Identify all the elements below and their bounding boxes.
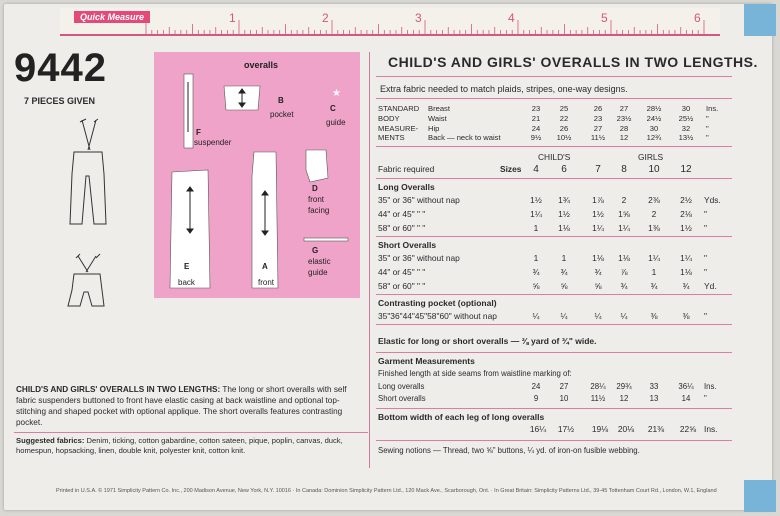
yardage-value: 1⅞	[592, 195, 604, 205]
yardage-unit: "	[704, 253, 707, 263]
measurement-value: 24½	[646, 113, 662, 123]
garment-row-label: Short overalls	[378, 394, 426, 403]
standard-body-label: BODY	[378, 113, 400, 123]
divider	[376, 440, 732, 441]
yardage-value: 1¼	[680, 253, 692, 263]
divider	[376, 146, 732, 147]
yardage-value: 1⅛	[558, 223, 570, 233]
piece-c-name: guide	[326, 118, 346, 127]
yardage-value: ⅜	[682, 311, 690, 321]
measurement-name: Back — neck to waist	[428, 133, 501, 143]
divider	[376, 294, 732, 295]
yardage-value: ¼	[560, 311, 568, 321]
yardage-value: 1¼	[648, 253, 660, 263]
size-header: 8	[621, 164, 627, 175]
piece-a-name: front	[258, 278, 275, 287]
piece-b-letter: B	[278, 96, 284, 105]
ruler-number: 3	[415, 11, 422, 25]
yardage-value: 2⅜	[648, 195, 660, 205]
measurement-value: 12¾	[646, 133, 662, 143]
piece-a-letter: A	[262, 262, 268, 271]
size-header: 7	[595, 164, 601, 175]
description-lead: CHILD'S AND GIRLS' OVERALLS IN TWO LENGTHS:	[16, 385, 221, 394]
yardage-value: 2	[621, 195, 627, 205]
measurement-unit: "	[706, 123, 709, 133]
section-title: Long Overalls	[378, 182, 435, 192]
measurement-name: Breast	[428, 104, 450, 113]
ruler-number: 5	[601, 11, 608, 25]
measurement-value: 22	[559, 113, 569, 123]
bottom-width-value: 22⅝	[679, 424, 697, 434]
column-divider	[369, 52, 370, 468]
yardage-unit: Yd.	[704, 281, 717, 291]
yardage-value: 1½	[680, 223, 692, 233]
garment-value: 28¼	[590, 382, 606, 391]
measurement-value: 28½	[646, 104, 662, 113]
yardage-value: 1	[533, 223, 539, 233]
bottom-width-unit: Ins.	[704, 424, 718, 434]
suggested-lead: Suggested fabrics:	[16, 436, 85, 445]
yardage-value: 1	[533, 253, 539, 263]
ruler-number: 1	[229, 11, 236, 25]
garment-value: 11½	[590, 394, 606, 403]
measurement-value: 32	[681, 123, 691, 133]
suggested-fabrics	[16, 436, 366, 456]
quick-measure-label: Quick Measure	[74, 11, 150, 23]
piece-d-name: front facing	[308, 195, 330, 215]
measurement-value: 27	[593, 123, 603, 133]
yardage-value: 1¼	[530, 209, 542, 219]
garment-unit: "	[704, 394, 707, 403]
divider	[376, 76, 732, 77]
divider	[376, 236, 732, 237]
measurement-unit: Ins.	[706, 104, 719, 113]
ruler-number: 4	[508, 11, 515, 25]
size-header: 6	[561, 164, 567, 175]
bottom-width-value: 20⅛	[617, 424, 635, 434]
suggested-text: Denim, ticking, cotton gabardine, cotton sateen, pique, poplin, canvas, duck, homespun, hopsacking, linen, double knit, polyester knit, cotton knit.	[16, 436, 343, 455]
description-text: The long or short overalls with self fabric suspenders buttoned to front have elastic casing at back waistline and optional top-stitching and shaped pocket with optional applique. The short overalls features contrasting pocket.	[16, 385, 347, 427]
size-header: 10	[648, 164, 660, 175]
measurement-name: Hip	[428, 123, 440, 133]
divider	[376, 178, 732, 179]
yardage-value: 1	[651, 267, 657, 277]
yardage-value: 1⅛	[618, 253, 630, 263]
standard-body-label: STANDARD	[378, 104, 420, 113]
pattern-number: 9442	[14, 46, 107, 90]
piece-b-name: pocket	[270, 110, 294, 119]
measurement-value: 23	[531, 104, 541, 113]
chart-heading: CHILD'S AND GIRLS' OVERALLS IN TWO LENGTHS.	[388, 54, 758, 70]
corner-tab-bottom-right	[744, 480, 776, 512]
yardage-value: 1⅜	[648, 223, 660, 233]
yardage-value: ¼	[620, 311, 628, 321]
measurement-name: Waist	[428, 113, 447, 123]
yardage-row-label: 44" or 45" " "	[378, 267, 426, 277]
bottom-width-value: 19⅛	[591, 424, 609, 434]
yardage-value: 2⅛	[680, 209, 692, 219]
garment-unit: Ins.	[704, 382, 717, 391]
elastic-note: Elastic for long or short overalls — ⅜ yard of ¾" wide.	[378, 336, 597, 346]
yardage-row-label: 35" or 36" without nap	[378, 253, 460, 263]
size-header: 4	[533, 164, 539, 175]
yardage-value: ¾	[532, 267, 540, 277]
yardage-row-label: 35" or 36" without nap	[378, 195, 460, 205]
piece-e-letter: E	[184, 262, 190, 271]
piece-e-name: back	[178, 278, 195, 287]
measurement-unit: "	[706, 133, 709, 143]
measurement-value: 25	[559, 104, 569, 113]
sewing-notions: Sewing notions — Thread, two ⅝" buttons, ¼ yd. of iron-on fusible webbing.	[378, 446, 640, 455]
yardage-row-label: 44" or 45" " "	[378, 209, 426, 219]
copyright-footer: Printed in U.S.A. © 1971 Simplicity Pattern Co. Inc., 200 Madison Avenue, New York, N.Y. 10016 · In Canada: Dominion Simplicity Pattern Ltd., 120 Mack Ave., Scarborough, Ont. · In Great Britain: Simplicity Patterns Ltd., 39-45 Tottenham Court Rd., London, W.1, England	[56, 488, 717, 494]
piece-d-letter: D	[312, 184, 318, 193]
size-header: 12	[680, 164, 692, 175]
yardage-value: ¾	[560, 267, 568, 277]
yardage-value: ¼	[532, 311, 540, 321]
standard-body-label: MENTS	[378, 133, 405, 143]
yardage-value: ⅝	[594, 281, 602, 291]
garment-value: 24	[531, 382, 541, 391]
yardage-unit: "	[704, 267, 707, 277]
yardage-row-label: 35"36"44"45"58"60" without nap	[378, 311, 497, 321]
bottom-width-title: Bottom width of each leg of long overalls	[378, 412, 545, 422]
yardage-value: ⅝	[532, 281, 540, 291]
garment-description	[16, 384, 364, 428]
yardage-unit: "	[704, 223, 707, 233]
yardage-value: 1¾	[558, 195, 570, 205]
measurement-value: 28	[619, 123, 629, 133]
measurement-value: 23½	[616, 113, 632, 123]
yardage-value: ¾	[650, 281, 658, 291]
yardage-value: 1¼	[592, 223, 604, 233]
measurement-value: 27	[619, 104, 629, 113]
measurement-value: 30	[649, 123, 659, 133]
garment-value: 12	[619, 394, 629, 403]
yardage-value: ⅞	[620, 267, 628, 277]
garment-value: 27	[559, 382, 569, 391]
yardage-value: 1½	[530, 195, 542, 205]
yardage-value: 1½	[558, 209, 570, 219]
bottom-width-value: 16¼	[529, 424, 547, 434]
garment-value: 9	[533, 394, 539, 403]
measurement-unit: "	[706, 113, 709, 123]
yardage-value: ¾	[594, 267, 602, 277]
yardage-value: ¾	[620, 281, 628, 291]
yardage-value: 2	[651, 209, 657, 219]
yardage-unit: "	[704, 311, 707, 321]
divider	[14, 432, 368, 433]
garment-value: 36¼	[678, 382, 694, 391]
childs-header: CHILD'S	[538, 152, 571, 162]
piece-g-letter: G	[312, 246, 319, 255]
yardage-value: ¾	[682, 281, 690, 291]
piece-f-name: suspender	[194, 138, 232, 147]
garment-value: 14	[681, 394, 691, 403]
measurement-value: 12	[619, 133, 629, 143]
yardage-value: ⅜	[650, 311, 658, 321]
quick-measure-ruler	[60, 8, 720, 36]
measurement-value: 10½	[556, 133, 572, 143]
measurement-value: 26	[559, 123, 569, 133]
pattern-pieces-diagram	[154, 52, 360, 298]
measurement-value: 13½	[678, 133, 694, 143]
yardage-value: 1	[561, 253, 567, 263]
piece-g-name: elastic guide	[308, 257, 331, 277]
yardage-value: 1⅛	[680, 267, 692, 277]
yardage-value: ¼	[594, 311, 602, 321]
yardage-value: ⅝	[560, 281, 568, 291]
standard-body-label: MEASURE-	[378, 123, 419, 133]
section-title: Short Overalls	[378, 240, 437, 250]
measurement-value: 9½	[530, 133, 542, 143]
yardage-row-label: 58" or 60" " "	[378, 281, 426, 291]
measurement-value: 25½	[678, 113, 694, 123]
garment-value: 10	[559, 394, 569, 403]
ruler-number: 6	[694, 11, 701, 25]
yardage-value: 2½	[680, 195, 692, 205]
divider	[376, 352, 732, 353]
garment-measurements-title: Garment Measurements	[378, 356, 475, 366]
yardage-value: 1½	[592, 209, 604, 219]
measurement-value: 11½	[590, 133, 606, 143]
piece-c-letter: C	[330, 104, 336, 113]
ruler-number: 2	[322, 11, 329, 25]
finished-length-note: Finished length at side seams from waistline marking of:	[378, 369, 572, 378]
measurement-value: 23	[593, 113, 603, 123]
garment-row-label: Long overalls	[378, 382, 425, 391]
pieces-given: 7 PIECES GIVEN	[24, 96, 96, 106]
measurement-value: 24	[531, 123, 541, 133]
ruler-ticks	[60, 8, 720, 34]
divider	[376, 324, 732, 325]
yardage-value: 1⅝	[618, 209, 630, 219]
girls-header: GIRLS	[638, 152, 664, 162]
fabric-required-label: Fabric required	[378, 164, 435, 174]
corner-tab-top-right	[744, 4, 776, 36]
garment-value: 13	[649, 394, 659, 403]
bottom-width-value: 21⅜	[647, 424, 665, 434]
yardage-value: 1⅛	[592, 253, 604, 263]
extra-fabric-note: Extra fabric needed to match plaids, stripes, one-way designs.	[380, 84, 628, 94]
measurement-value: 26	[593, 104, 603, 113]
diagram-title: overalls	[244, 60, 279, 70]
yardage-unit: Yds.	[704, 195, 721, 205]
short-overalls-sketch	[60, 250, 120, 312]
measurement-value: 21	[531, 113, 541, 123]
bottom-width-value: 17½	[557, 424, 575, 434]
measurement-value: 30	[681, 104, 691, 113]
divider	[376, 98, 732, 99]
divider	[376, 408, 732, 409]
star-icon: ★	[332, 88, 341, 99]
section-title: Contrasting pocket (optional)	[378, 298, 497, 308]
long-overalls-sketch	[52, 116, 124, 232]
garment-value: 33	[649, 382, 659, 391]
yardage-unit: "	[704, 209, 707, 219]
garment-value: 29¾	[616, 382, 632, 391]
yardage-value: 1¼	[618, 223, 630, 233]
sizes-label: Sizes	[500, 164, 522, 174]
yardage-row-label: 58" or 60" " "	[378, 223, 426, 233]
piece-f-letter: F	[196, 128, 201, 137]
